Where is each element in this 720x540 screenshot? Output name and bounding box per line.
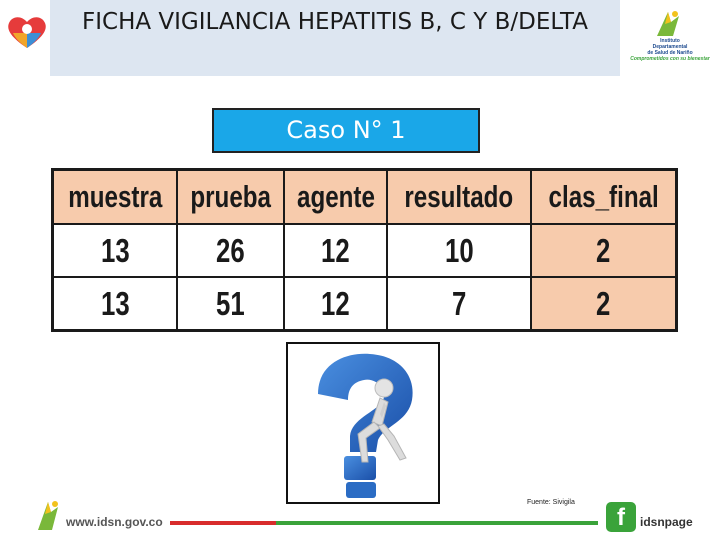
social-handle[interactable]: idsnpage xyxy=(640,515,693,529)
title-banner xyxy=(50,0,620,76)
table-cell: 2 xyxy=(531,277,677,331)
table-cell: 13 xyxy=(53,224,178,277)
table-cell: 26 xyxy=(177,224,284,277)
table-row xyxy=(53,277,677,331)
source-note: Fuente: Sivigila xyxy=(527,499,575,506)
page-title: FICHA VIGILANCIA HEPATITIS B, C Y B/DELTA xyxy=(82,9,588,35)
table-cell: 12 xyxy=(284,277,387,331)
footer-divider-red xyxy=(170,521,276,525)
table-header-row xyxy=(53,170,677,225)
website-link[interactable]: www.idsn.gov.co xyxy=(66,515,163,529)
case-label-box xyxy=(212,108,480,153)
institute-logo-text: Instituto Departamental de Salud de Nariño Comprometidos con su bienestar xyxy=(630,38,710,62)
footer-divider-green xyxy=(276,521,598,525)
column-header: prueba xyxy=(177,170,284,225)
column-header: clas_final xyxy=(531,170,677,225)
heart-logo-icon xyxy=(6,14,48,50)
column-header: muestra xyxy=(53,170,178,225)
question-mark-thinker-icon xyxy=(286,342,440,504)
facebook-icon[interactable]: f xyxy=(606,502,636,532)
column-header: agente xyxy=(284,170,387,225)
table-cell: 13 xyxy=(53,277,178,331)
case-label: Caso N° 1 xyxy=(286,116,406,144)
table-cell: 51 xyxy=(177,277,284,331)
table-cell: 10 xyxy=(387,224,530,277)
case-table xyxy=(51,168,678,332)
institute-logo-icon xyxy=(651,8,685,38)
table-cell: 7 xyxy=(387,277,530,331)
institute-logo xyxy=(625,8,715,60)
footer-logo-icon xyxy=(34,498,62,532)
table-cell: 12 xyxy=(284,224,387,277)
table-cell: 2 xyxy=(531,224,677,277)
column-header: resultado xyxy=(387,170,530,225)
table-row xyxy=(53,224,677,277)
